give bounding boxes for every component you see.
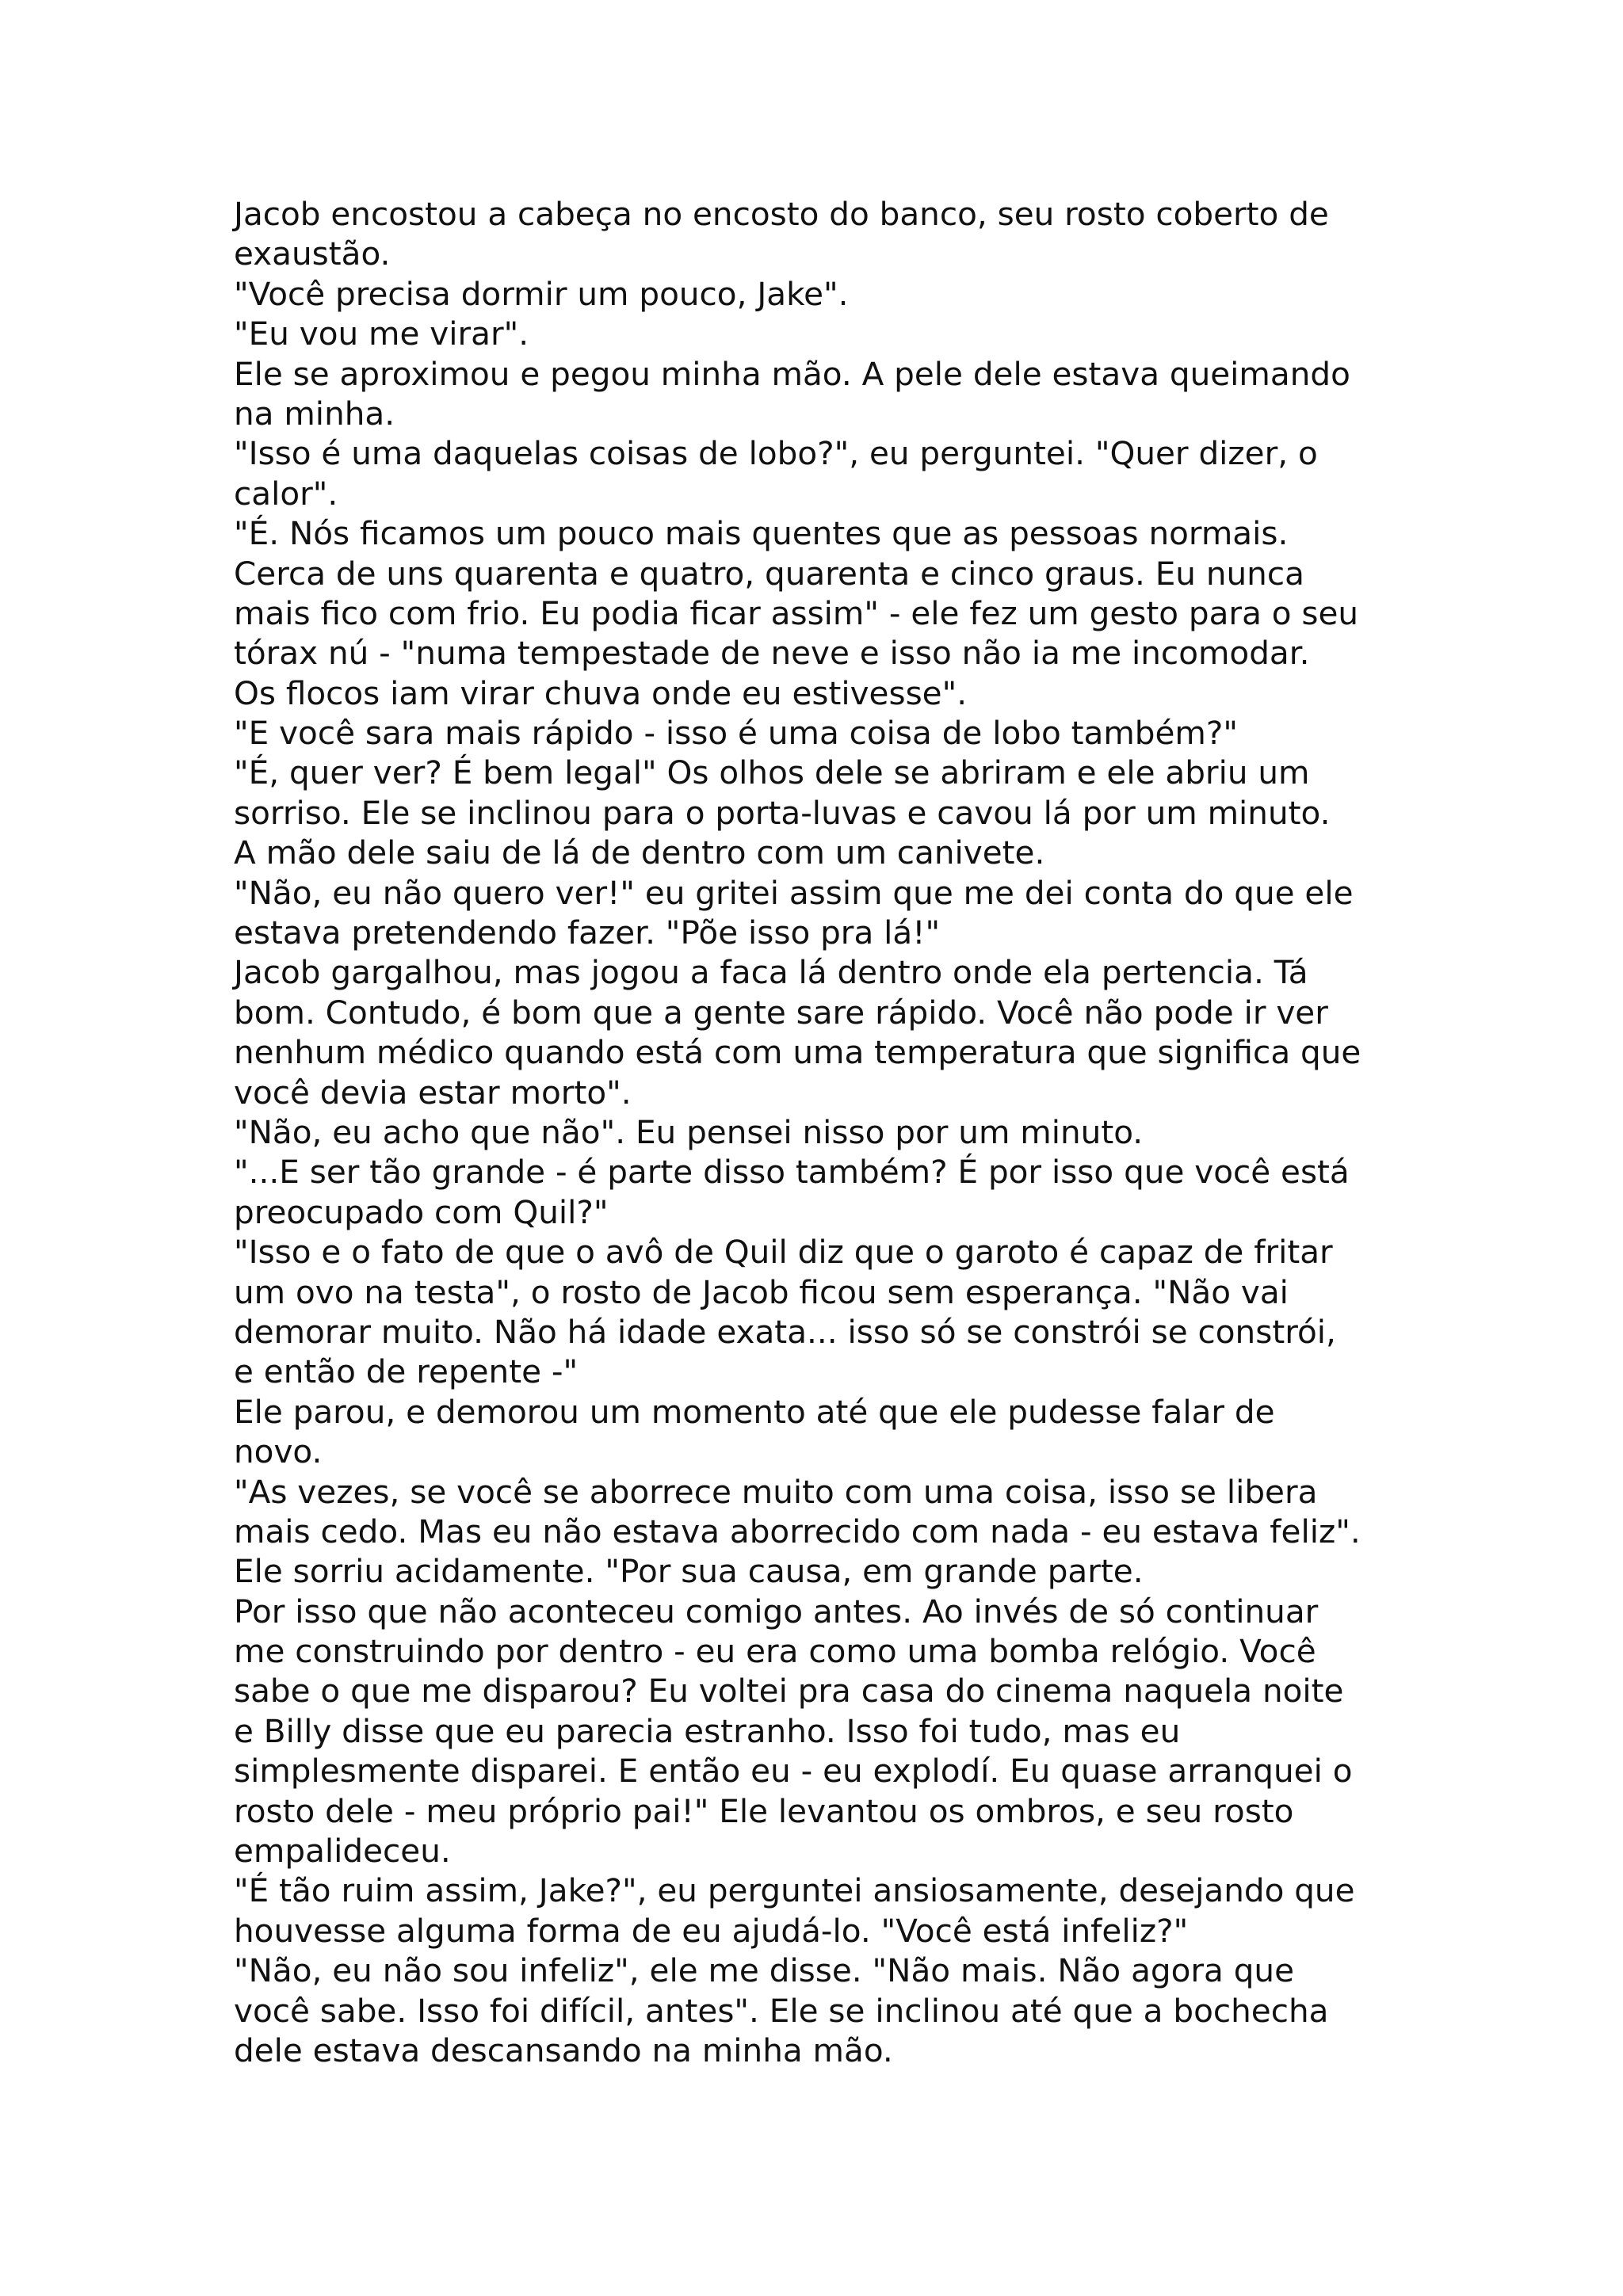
text-line: "É. Nós ficamos um pouco mais quentes que as pessoas normais. (234, 514, 1289, 553)
text-line: preocupado com Quil?" (234, 1192, 609, 1231)
body-text (234, 194, 1423, 2070)
text-line: estava pretendendo fazer. "Põe isso pra lá!" (234, 913, 941, 952)
text-line: Os flocos iam virar chuva onde eu estivesse". (234, 673, 968, 712)
text-line: na minha. (234, 394, 395, 433)
text-line: Ele se aproximou e pegou minha mão. A pele dele estava queimando (234, 354, 1350, 393)
text-line: rosto dele - meu próprio pai!" Ele levantou os ombros, e seu rosto (234, 1791, 1294, 1830)
text-line: "Isso é uma daquelas coisas de lobo?", eu perguntei. "Quer dizer, o (234, 434, 1318, 473)
text-line: empalideceu. (234, 1832, 451, 1871)
text-line: e Billy disse que eu parecia estranho. Isso foi tudo, mas eu (234, 1711, 1181, 1750)
text-line: houvesse alguma forma de eu ajudá-lo. "Você está infeliz?" (234, 1911, 1189, 1950)
text-line: "...E ser tão grande - é parte disso também? É por isso que você está (234, 1153, 1350, 1192)
text-line: "Eu vou me virar". (234, 315, 529, 353)
text-line: e então de repente -" (234, 1352, 579, 1391)
text-line: "Não, eu não quero ver!" eu gritei assim que me dei conta do que ele (234, 873, 1354, 912)
text-line: "Não, eu acho que não". Eu pensei nisso por um minuto. (234, 1112, 1144, 1151)
text-line: exaustão. (234, 235, 391, 273)
text-line: tórax nú - "numa tempestade de neve e isso não ia me incomodar. (234, 634, 1310, 673)
text-line: Ele sorriu acidamente. "Por sua causa, em grande parte. (234, 1552, 1144, 1591)
text-line: me construindo por dentro - eu era como uma bomba relógio. Você (234, 1632, 1316, 1671)
text-line: você devia estar morto". (234, 1073, 632, 1112)
text-line: Por isso que não aconteceu comigo antes. Ao invés de só continuar (234, 1592, 1319, 1630)
text-line: Jacob gargalhou, mas jogou a faca lá dentro onde ela pertencia. Tá (234, 953, 1308, 992)
text-line: "E você sara mais rápido - isso é uma coisa de lobo também?" (234, 714, 1238, 753)
text-line: "Não, eu não sou infeliz", ele me disse. "Não mais. Não agora que (234, 1951, 1295, 1990)
text-line: "Você precisa dormir um pouco, Jake". (234, 274, 849, 313)
text-line: "É tão ruim assim, Jake?", eu perguntei ansiosamente, desejando que (234, 1871, 1355, 1910)
text-line: Cerca de uns quarenta e quatro, quarenta e cinco graus. Eu nunca (234, 554, 1304, 593)
text-line: calor". (234, 474, 338, 513)
text-line: "Isso e o fato de que o avô de Quil diz que o garoto é capaz de fritar (234, 1233, 1333, 1272)
text-line: "É, quer ver? É bem legal" Os olhos dele se abriram e ele abriu um (234, 753, 1310, 792)
text-line: sabe o que me disparou? Eu voltei pra casa do cinema naquela noite (234, 1672, 1344, 1711)
text-line: bom. Contudo, é bom que a gente sare rápido. Você não pode ir ver (234, 993, 1328, 1032)
text-line: mais fico com frio. Eu podia ficar assim" - ele fez um gesto para o seu (234, 593, 1359, 632)
text-line: você sabe. Isso foi difícil, antes". Ele se inclinou até que a bochecha (234, 1991, 1329, 2030)
text-line: Jacob encostou a cabeça no encosto do banco, seu rosto coberto de (234, 195, 1329, 233)
text-line: um ovo na testa", o rosto de Jacob ficou sem esperança. "Não vai (234, 1272, 1289, 1311)
text-line: mais cedo. Mas eu não estava aborrecido com nada - eu estava feliz". (234, 1512, 1361, 1550)
text-line: "As vezes, se você se aborrece muito com uma coisa, isso se libera (234, 1472, 1318, 1511)
text-line: A mão dele saiu de lá de dentro com um canivete. (234, 833, 1045, 872)
text-line: demorar muito. Não há idade exata... isso só se constrói se constrói, (234, 1312, 1336, 1351)
text-line: novo. (234, 1432, 323, 1471)
text-line: sorriso. Ele se inclinou para o porta-luvas e cavou lá por um minuto. (234, 793, 1331, 832)
text-line: simplesmente disparei. E então eu - eu explodí. Eu quase arranquei o (234, 1752, 1353, 1791)
text-line: nenhum médico quando está com uma temperatura que significa que (234, 1033, 1361, 1072)
text-line: Ele parou, e demorou um momento até que ele pudesse falar de (234, 1392, 1275, 1431)
text-line: dele estava descansando na minha mão. (234, 2031, 893, 2069)
